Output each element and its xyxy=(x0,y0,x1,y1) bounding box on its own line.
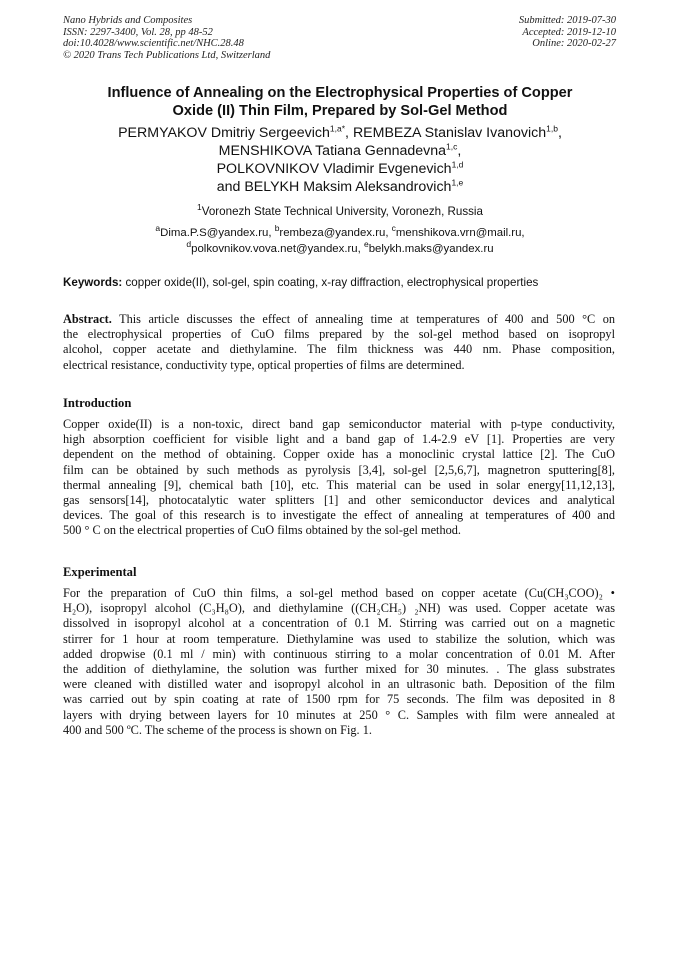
author-sup: 1,c xyxy=(446,141,458,152)
journal-header xyxy=(63,15,270,61)
abstract-line xyxy=(63,312,615,327)
abstract-label: Abstract. xyxy=(63,312,112,326)
email-link[interactable]: rembeza@yandex.ru, xyxy=(279,227,389,239)
experimental-heading: Experimental xyxy=(63,565,137,579)
title-line: Influence of Annealing on the Electrophysical Properties of Copper xyxy=(107,85,573,101)
author-sup: 1,a* xyxy=(329,123,346,134)
abstract-text: This article discusses the effect of annealing time at temperatures of 400 and 500 °C on xyxy=(111,312,615,326)
email-link[interactable]: belykh.maks@yandex.ru xyxy=(368,242,494,255)
journal-issn: ISSN: 2297-3400, Vol. 28, pp 48-52 xyxy=(63,26,213,38)
dates-header xyxy=(519,15,616,50)
body-line: film can be obtained by such methods as pyrolysis [3,4], sol-gel [2,5,6,7], magnetron sputtering[8], xyxy=(63,462,615,477)
paper-title xyxy=(60,84,620,120)
body-line: 500 ° C on the electrical properties of CuO films obtained by the sol-gel method. xyxy=(63,523,461,538)
affiliation-text: Voronezh State Technical University, Voronezh, Russia xyxy=(201,205,483,218)
keywords xyxy=(63,276,615,290)
author-line xyxy=(60,178,620,196)
email-sup: c xyxy=(391,223,396,234)
email-line xyxy=(60,223,620,242)
email-line xyxy=(60,238,620,258)
email-sup: a xyxy=(155,223,161,234)
email-link[interactable]: Dima.P.S@yandex.ru, xyxy=(160,227,272,239)
body-line: dissolved in isopropyl alcohol at a concentration of 0.1 M. Stirring was carried out on a magnetic xyxy=(63,616,615,631)
online-date: Online: 2020-02-27 xyxy=(532,38,616,49)
abstract-line: alcohol, copper acetate and diethylamine. The film thickness was 440 nm. Phase composition, xyxy=(63,342,615,357)
introduction-body xyxy=(63,417,615,539)
email-sup: e xyxy=(363,238,369,249)
author-name: REMBEZA Stanislav Ivanovich xyxy=(352,125,547,141)
body-line: dependent on the method of obtaining. Copper oxide has a monoclinic crystal lattice [2]. The CuO xyxy=(63,447,615,462)
author-sup: 1,e xyxy=(451,177,464,188)
body-line: stirrer for 1 hour at room temperature. Diethylamine was used to stabilize the solution, which was xyxy=(63,631,615,646)
body-line: layers with drying between layers for 10 minutes at 250 ° C. Samples with film were annealed at xyxy=(63,707,615,722)
author-name: and BELYKH Maksim Aleksandrovich xyxy=(216,179,452,195)
author-line: PERMYAKOV Dmitriy Sergeevich$^{1,a*}$, REMBEZA Stanislav Ivanovich$^{1,b}$, xyxy=(118,123,562,141)
email-list xyxy=(60,223,620,257)
email-sup: b xyxy=(274,223,280,234)
email-link[interactable]: menshikova.vrn@mail.ru, xyxy=(395,227,525,239)
author-name: PERMYAKOV Dmitriy Sergeevich xyxy=(118,125,330,141)
keywords-label: Keywords: xyxy=(63,276,123,289)
body-line: the addition of diethylamine, the solution was further mixed for 30 minutes. . The glass substrates xyxy=(63,662,615,677)
author-name: MENSHIKOVA Tatiana Gennadevna xyxy=(218,143,447,159)
introduction-heading: Introduction xyxy=(63,396,132,410)
affiliation-sup: 1 xyxy=(197,202,202,213)
author-sup: 1,d xyxy=(451,159,464,170)
body-line: H₂O), isopropyl alcohol (C₃H₈O), and diethylamine ((CH₂CH₅) ₂NH) was used. Copper acetate was xyxy=(63,601,615,616)
experimental-body xyxy=(63,586,615,738)
body-line: gas sensors[14], photocatalytic water splitters [1] and other semiconductor devices and analytical xyxy=(63,493,615,508)
author-sup: 1,b xyxy=(546,123,558,134)
body-line: For the preparation of CuO thin films, a sol-gel method based on copper acetate (Cu(CH₃COO)₂ • xyxy=(63,586,615,600)
keywords-text: copper oxide(II), sol-gel, spin coating, x-ray diffraction, electrophysical properties xyxy=(122,276,539,289)
email-sup: d xyxy=(186,238,192,249)
author-list xyxy=(60,124,620,196)
email-link[interactable]: polkovnikov.vova.net@yandex.ru, xyxy=(191,242,361,255)
body-line: Copper oxide(II) is a non-toxic, direct band gap semiconductor material with p-type conductivity, xyxy=(63,417,615,431)
body-line: devices. The goal of this research is to investigate the effect of annealing at temperatures of 400 and xyxy=(63,508,615,523)
abstract-line: the electrophysical properties of CuO films prepared by the sol-gel method based on isopropyl xyxy=(63,327,615,342)
journal-doi: doi:10.4028/www.scientific.net/NHC.28.48 xyxy=(63,38,244,49)
body-line: was carried out by spin coating at rate of 1500 rpm for 75 seconds. The film was deposited in 8 xyxy=(63,692,615,707)
author-line: MENSHIKOVA Tatiana Gennadevna$^{1,c}$, xyxy=(218,141,462,159)
body-line: added dropwise (0.1 ml / min) with continuous stirring to a molar concentration of 0.01 M. After xyxy=(63,646,615,661)
author-line xyxy=(60,160,620,178)
abstract-line: electrical resistance, conductivity type, optical properties of films are determined. xyxy=(63,357,465,372)
body-line: were cleaned with distilled water and isopropyl alcohol in an ultrasonic bath. Deposition of the film xyxy=(63,677,615,692)
author-name: POLKOVNIKOV Vladimir Evgenevich xyxy=(216,161,452,177)
abstract xyxy=(63,312,615,373)
journal-name: Nano Hybrids and Composites xyxy=(63,15,193,26)
affiliation xyxy=(60,202,620,219)
body-line: high absorption coefficient for visible light and a band gap of 1.4-2.9 eV [1]. Properties are very xyxy=(63,432,615,447)
submitted-date: Submitted: 2019-07-30 xyxy=(518,15,616,26)
body-line: 400 and 500 ºC. The scheme of the process is shown on Fig. 1. xyxy=(63,722,372,737)
accepted-date: Accepted: 2019-12-10 xyxy=(522,26,616,38)
journal-copyright: © 2020 Trans Tech Publications Ltd, Switzerland xyxy=(63,49,271,61)
title-line: Oxide (II) Thin Film, Prepared by Sol-Gel Method xyxy=(172,103,508,119)
body-line: thermal annealing [9], chemical bath [10], etc. This material can be used in solar energy[11,12,13], xyxy=(63,477,615,492)
